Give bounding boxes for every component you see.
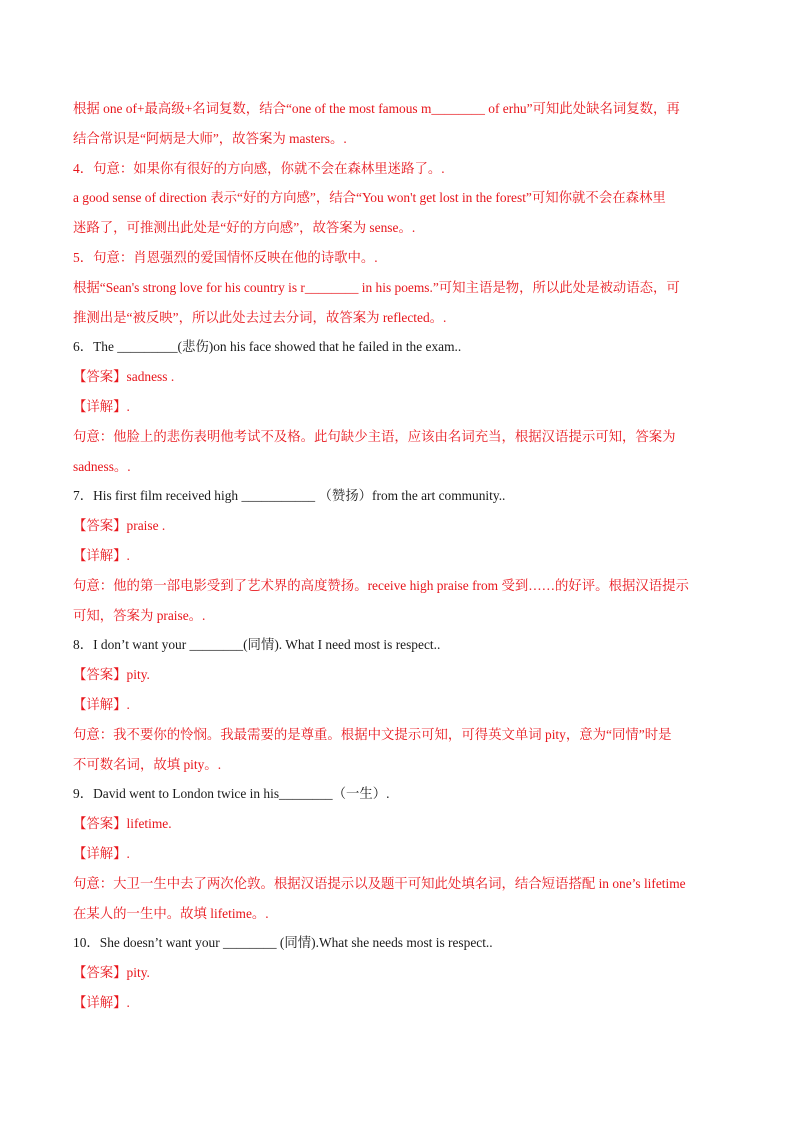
document-body — [73, 94, 729, 1018]
text-line: 【答案】lifetime. — [73, 816, 172, 832]
text-line: 6．The _________(悲伤)on his face showed that he failed in the exam.. — [73, 339, 462, 355]
text-line: 【详解】. — [73, 994, 130, 1010]
text-line: 句意：他的第一部电影受到了艺术界的高度赞扬。receive high praise from 受到……的好评。根据汉语提示 — [73, 577, 689, 593]
text-line: 8．I don’t want your ________(同情). What I need most is respect.. — [73, 637, 441, 653]
text-line: 7．His first film received high ___________ （赞扬）from the art community.. — [73, 488, 506, 504]
text-line: 可知，答案为 praise。. — [73, 607, 206, 623]
text-line: 10．She doesn’t want your ________ (同情).What she needs most is respect.. — [73, 935, 493, 951]
text-line: 句意：大卫一生中去了两次伦敦。根据汉语提示以及题干可知此处填名词，结合短语搭配 in one’s lifetime — [73, 875, 686, 891]
text-line: 迷路了，可推测出此处是“好的方向感”，故答案为 sense。. — [73, 220, 416, 236]
text-line: 【答案】pity. — [73, 965, 150, 981]
text-line: 【详解】. — [73, 398, 130, 414]
text-line: 【详解】. — [73, 547, 130, 563]
text-line: 【答案】sadness . — [73, 369, 175, 385]
text-line: 结合常识是“阿炳是大师”，故答案为 masters。. — [73, 130, 347, 146]
text-line: 句意：我不要你的怜悯。我最需要的是尊重。根据中文提示可知，可得英文单词 pity，意为“同情”时是 — [73, 726, 672, 742]
text-line: 5．句意：肖恩强烈的爱国情怀反映在他的诗歌中。. — [73, 249, 378, 265]
text-line: 不可数名词，故填 pity。. — [73, 756, 222, 772]
text-line: 【答案】praise . — [73, 518, 166, 534]
text-line: 【答案】pity. — [73, 667, 150, 683]
text-line: 根据 one of+最高级+名词复数，结合“one of the most famous m________ of erhu”可知此处缺名词复数，再 — [73, 101, 680, 116]
text-line: 根据“Sean's strong love for his country is r________ in his poems.”可知主语是物，所以此处是被动语态，可 — [73, 279, 680, 295]
text-line: 在某人的一生中。故填 lifetime。. — [73, 905, 269, 921]
text-line: 【详解】. — [73, 696, 130, 712]
text-line: a good sense of direction 表示“好的方向感”，结合“You won't get lost in the forest”可知你就不会在森林里 — [73, 190, 666, 206]
text-line: 推测出是“被反映”，所以此处去过去分词，故答案为 reflected。. — [73, 309, 447, 325]
text-line: sadness。. — [73, 458, 131, 474]
text-line: 【详解】. — [73, 845, 130, 861]
text-line: 9．David went to London twice in his________（一生）. — [73, 786, 390, 802]
text-line: 句意：他脸上的悲伤表明他考试不及格。此句缺少主语，应该由名词充当，根据汉语提示可知，答案为 — [73, 428, 676, 444]
text-line: 4．句意：如果你有很好的方向感，你就不会在森林里迷路了。. — [73, 160, 445, 176]
